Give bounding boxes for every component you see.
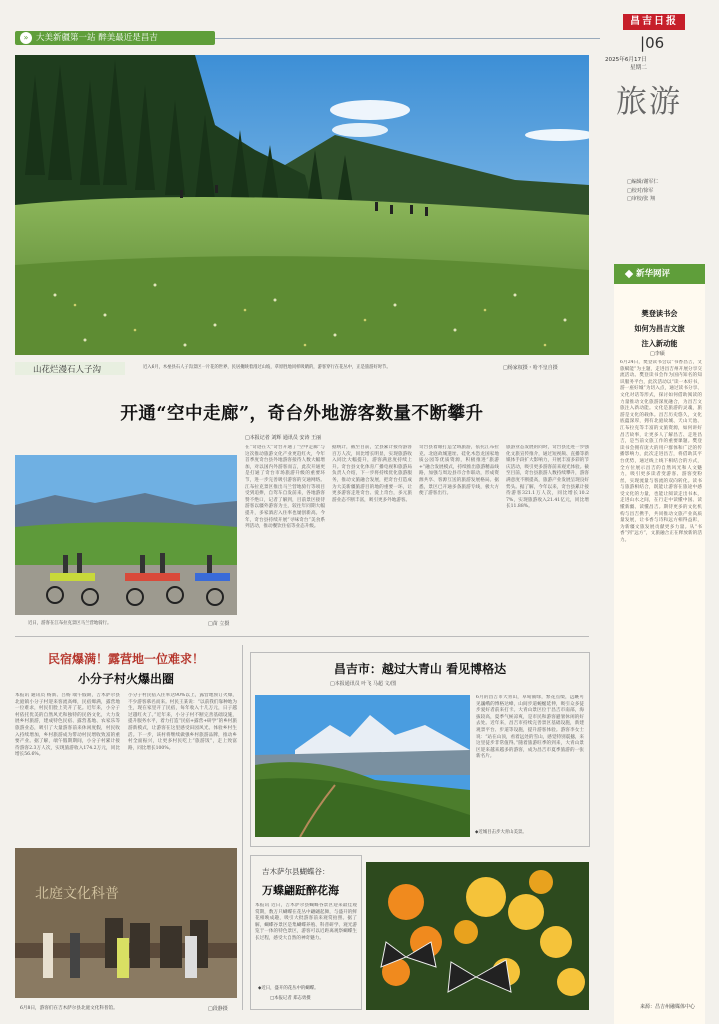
hero-credit: □杨家权摄・哈不皇自摄 xyxy=(503,365,558,371)
homestay-headline-1: 民宿爆满！露营地一位难求！ xyxy=(47,652,204,666)
sidebar-source: 来源：昌吉州融媒体中心 xyxy=(640,1004,696,1010)
butterfly-illustration xyxy=(366,862,589,1010)
sidebar-tab-icon xyxy=(625,269,633,277)
butterfly-caption: ◆近日，盛开的花丛中的蝴蝶。 xyxy=(258,986,319,991)
column-divider xyxy=(242,645,243,1010)
museum-photo-caption: 6月8日，游客们在吉木萨尔县北庭文化科普馆。 xyxy=(20,1006,118,1011)
cycling-photo-credit: □苗 立摄 xyxy=(208,621,230,627)
mountain-photo-caption: ◆近城目击步大青山美景。 xyxy=(475,830,527,835)
cycling-photo-caption: 近日，游客在江布拉克景区马兰营地骑行。 xyxy=(28,621,112,626)
section-divider xyxy=(15,636,589,637)
cycling-photo xyxy=(15,455,237,615)
homestay-body-col2: 小分子村民宿入住率达90%以上，露营地预订火爆，不少游客慕名而来。村民王某说：“以前我们靠种地为生，现在家里开了民宿，每年收入十几万元，日子越过越红火了。”近年来，小分子村不断完善基础设施，提升服务水平，着力打造“民宿+露营+研学”的乡村旅游新模式，让游客在这里感受田园风光、体验乡村生活。下一步，该村将继续做强乡村旅游品牌，推动乡村全面振兴，让更多村民吃上“旅游饭”，走上致富路，同比增长100%。 xyxy=(128,693,237,751)
issue-date: 2025年6月17日 xyxy=(605,57,647,63)
sidebar-body: 6月24日，樊登读书会以“书香昌吉，文旅赋能”为主题，走进昌吉州开展分享交流活动。樊登读书会作为国内知名的知识服务平台，此次活动以“读一本好书，游一座好城”为切入点，通过读书分享、文化对话等形式，探讨如何借助阅读的力量推动文化旅游深度融合，为昌吉文旅注入新动能。文化是旅游的灵魂，旅游是文化的载体。昌吉历史悠久，文化底蕴深厚，拥有北庭故城、天山天池、江布拉克等丰富的文旅资源，如何讲好昌吉故事，让更多人了解昌吉、走进昌吉，是当前文旅工作的重要课题。樊登读书会拥有庞大的用户群体和广泛的传播影响力，此次走进昌吉，将借助其平台优势，通过线上线下相结合的方式，全方位展示昌吉的自然风光和人文魅力，吸引更多读者变游客、游客变粉丝，实现流量与客流的双向转化。读书与旅游相结合，既能让游客在旅途中感受文化的力量，也能让阅读走出书本，走进山水之间，在行走中读懂中国、读懂新疆、读懂昌吉。期待更多的文化机构与昌吉携手，共同推动文旅产业高质量发展，让书香与诗和远方相得益彰，为新疆文旅发展贡献更多力量。从“书香”到“远方”，文旅融合正在释放新的活力。 xyxy=(620,360,702,544)
mountain-illustration xyxy=(255,695,470,837)
main-byline: □本报记者 刘辉 通讯员 安涛 王丽 xyxy=(245,435,322,441)
museum-photo xyxy=(15,848,237,998)
butterfly-kicker: 吉木萨尔县蝴蝶谷： xyxy=(262,867,330,876)
staff-proofreader: □校对/徐军 xyxy=(627,187,654,194)
homestay-body-col1: 本报讯 通讯员 杨新、吕杨 端午假期，吉木萨尔县北庭镇小分子村迎来客流高峰，民宿爆满，露营地一位难求，村民们脸上笑开了花。近年来，小分子村依托优美的自然风光和独特的民俗文化，大力发展乡村旅游，建成特色民宿、露营基地、农家乐等旅游业态，吸引了大量游客前来休闲度假，村民收入持续增加，乡村旅游成为带动村民增收致富的重要产业。据了解，端午假期期间，小分子村累计接待游客2.3万人次，实现旅游收入174.2万元，同比增长56.6%。 xyxy=(15,693,120,758)
sidebar-tab-label: 新华网评 xyxy=(636,269,671,279)
sidebar-title-line-2: 如何为昌吉文旅 xyxy=(634,324,685,333)
mountain-headline: 昌吉市：越过大青山 看见博格达 xyxy=(333,662,507,676)
hero-caption xyxy=(15,358,589,378)
meadow-illustration xyxy=(15,55,589,355)
main-headline: 开通“空中走廊”，奇台外地游客数量不断攀升 xyxy=(120,404,484,424)
main-article-col3: 奇台县着眼打造全域旅游，依托江布拉克、北庭故城遗址、硅化木恐龙国家地质公园等优质资源，积极推进“旅游+”融合发展模式，持续推出旅游精品线路，加强与周边县市合作联动，形成资源共享、客源互送的旅游发展格局。据悉，景区已开通多条旅游专线，极大方便了游客出行。 xyxy=(419,445,499,497)
section-title: 旅游 xyxy=(616,84,682,120)
museum-photo-credit: □段静摄 xyxy=(208,1006,228,1012)
main-article-col2: 据统计，截至目前，全县累计接待游客百万人次，同比增长明显，实现旅游收入同比大幅提升，游客满意度持续上升。奇台县文化体育广播电视和旅游局负责人介绍，下一步将持续优化旅游服务，推动文旅融合发展，把奇台打造成为大美新疆旅游目的地的重要一环，让更多游客走进奇台、爱上奇台，多元旅游业态不断丰富，吸引更多外地游客。 xyxy=(332,445,412,503)
hero-caption-text: 近入6月，木垒县石人子沟景区一片花的世界，民居掩映着漫过山坡，草原胜地同样吸睛的，游客穿行在花丛中，正是旅游好时节。 xyxy=(143,365,391,370)
main-article-col1: 在“奇迹在天”奇台开通了“空中走廊”与这次推动旅游文化产业更趋红火，今年首季度奇台县外地游客接待人数大幅增加，对以国内外游客而言，此次开通更是打通了奇台市场旅游升级的重要环节，进一步完善吸引游客的交通网络。江布拉克景区推出马兰营地骑行等项目受到追捧，自驾车自发前来，各地游客赞不绝口，记者了解到，目前景区接待游客以疆外游客为主，较往年同期大幅提升，多家酒店入住率也屡创新高。今年，奇台县持续开展“寻味奇台”美食系列活动，推动餐饮住宿等业态升级。 xyxy=(245,445,325,530)
staff-credits xyxy=(627,178,658,204)
homestay-headline-2: 小分子村火爆出圈 xyxy=(77,672,174,686)
main-article-col4: 旅游业态发展的同时，奇台县还进一步强化文旅宣传推介，通过短视频、直播等新媒体手段扩大影响力，开展丰富多彩的节庆活动，吸引更多游客前来观光体验。截至目前，奇台县旅游人数持续攀升，游客满意度不断提高，旅游产业发展呈现良好势头。据了解，今年以来，奇台县累计接待游客321.1万人次，同比增长10.27%，实现旅游收入21.41亿元，同比增长11.88%。 xyxy=(506,445,589,510)
chevron-double-right-icon: » xyxy=(20,32,32,44)
butterfly-headline: 万蝶翩跹醉花海 xyxy=(262,884,339,897)
hero-caption-title: 山花烂漫石人子沟 xyxy=(33,365,102,375)
newspaper-logo: 昌吉日报 xyxy=(623,14,685,30)
mountain-body: 6月的昌吉市大青山，草甸铺绿，繁花点缀，远眺可见巍峨的博格达峰，山间步道蜿蜒延伸，吸引众多徒步爱好者前来打卡。大青山景区位于昌吉市南部，海拔较高，夏季气候凉爽，是市民和游客避暑休闲的好去处。近年来，昌吉市持续完善景区基础设施，新建观景平台、步道等设施，提升游客体验。游客李女士说：“站在山顶，看着远处的雪山，感觉特别震撼，来这里徒步非常值得。”随着旅游旺季的到来，大青山景区迎来越来越多的游客，成为昌吉市夏季旅游的一张新名片。 xyxy=(476,695,584,760)
butterfly-credit: □本报记者 郑志勇摄 xyxy=(270,996,311,1001)
mountain-photo xyxy=(255,695,470,837)
butterfly-body: 本报讯 近日，吉木萨尔县蝴蝶谷景区迎来最佳观赏期，数万只蝴蝶在花丛中翩翩起舞，与盛开的鲜花相映成趣，吸引大批游客前来观赏拍照。据了解，蝴蝶谷景区是集蝴蝶养殖、科普研学、观光游览于一体的特色景区，游客可以近距离观察蝴蝶生长过程，感受大自然的神奇魅力。 xyxy=(255,903,357,941)
sidebar-title-line-3: 注入新动能 xyxy=(641,339,678,348)
staff-editor: □编辑/谢军仁 xyxy=(627,179,659,185)
mountain-byline: □本报通讯员 叶飞 马超 文/图 xyxy=(330,681,397,687)
staff-reviewer: □审校/张 翔 xyxy=(627,196,655,202)
header-rule xyxy=(215,38,600,39)
sidebar-author: □李硕 xyxy=(650,351,665,357)
museum-illustration xyxy=(15,848,237,998)
butterfly-photo xyxy=(366,862,589,1010)
svg-text:北庭文化科普: 北庭文化科普 xyxy=(35,886,119,902)
sidebar-title-line-1: 樊登读书会 xyxy=(641,309,678,318)
section-banner-label: 大美新疆第一站 醉美最近是昌吉 xyxy=(36,33,158,43)
hero-photo-meadow xyxy=(15,55,589,355)
cycling-illustration xyxy=(15,455,237,615)
sidebar-title xyxy=(614,306,705,351)
page-number: |06 xyxy=(640,34,665,52)
section-banner xyxy=(15,31,215,45)
sidebar-tab xyxy=(614,264,705,284)
issue-weekday: 星期二 xyxy=(630,65,647,71)
